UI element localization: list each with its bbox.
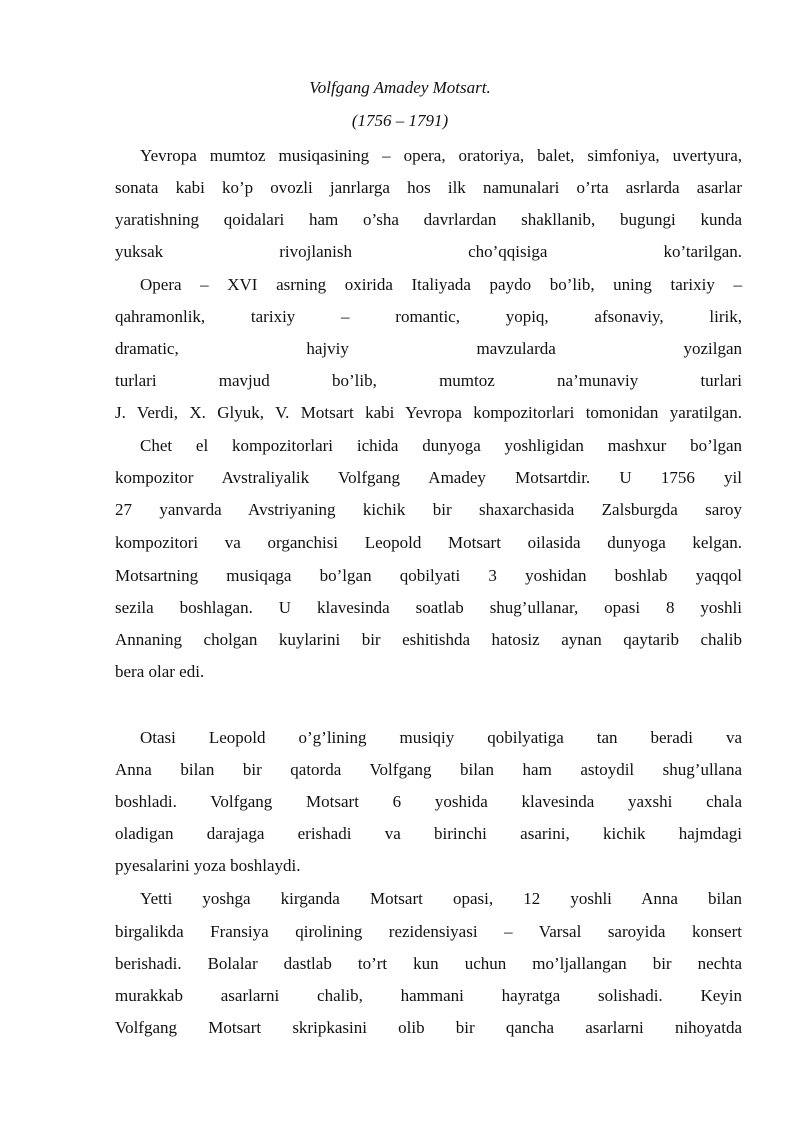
paragraph-line: J. Verdi, X. Glyuk, V. Motsart kabi Yevropa kompozitorlari tomonidan yaratilgan. [115, 403, 742, 422]
paragraph-line: qahramonlik, tarixiy – romantic, yopiq, afsonaviy, lirik, [115, 307, 742, 326]
paragraph-line: Motsartning musiqaga bo’lgan qobilyati 3 yoshidan boshlab yaqqol [115, 566, 742, 585]
paragraph-line: birgalikda Fransiya qirolining rezidensiyasi – Varsal saroyida konsert [115, 922, 742, 941]
paragraph-line: kompozitori va organchisi Leopold Motsart oilasida dunyoga kelgan. [115, 533, 742, 552]
paragraph-line: yaratishning qoidalari ham o’sha davrlardan shakllanib, bugungi kunda [115, 210, 742, 229]
paragraph-line: bera olar edi. [115, 662, 205, 681]
paragraph-line: Yetti yoshga kirganda Motsart opasi, 12 yoshli Anna bilan [140, 889, 742, 908]
paragraph-line: oladigan darajaga erishadi va birinchi asarini, kichik hajmdagi [115, 824, 742, 843]
paragraph-line: pyesalarini yoza boshlaydi. [115, 856, 301, 875]
paragraph-line: Otasi Leopold o’g’lining musiqiy qobilyatiga tan beradi va [140, 728, 742, 747]
document-dates: (1756 – 1791) [351, 111, 449, 130]
paragraph-line: Chet el kompozitorlari ichida dunyoga yoshligidan mashxur bo’lgan [140, 436, 742, 455]
paragraph-line: Volfgang Motsart skripkasini olib bir qancha asarlarni nihoyatda [115, 1018, 742, 1037]
paragraph-line: Annaning cholgan kuylarini bir eshitishda hatosiz aynan qaytarib chalib [115, 630, 742, 649]
paragraph-line: murakkab asarlarni chalib, hammani hayratga solishadi. Keyin [115, 986, 742, 1005]
paragraph-line: dramatic, hajviy mavzularda yozilgan [115, 339, 742, 358]
paragraph-line: Anna bilan bir qatorda Volfgang bilan ham astoydil shug’ullana [115, 760, 742, 779]
paragraph-line: Yevropa mumtoz musiqasining – opera, oratoriya, balet, simfoniya, uvertyura, [140, 146, 742, 165]
paragraph-line: boshladi. Volfgang Motsart 6 yoshida klavesinda yaxshi chala [115, 792, 742, 811]
paragraph-line: kompozitor Avstraliyalik Volfgang Amadey Motsartdir. U 1756 yil [115, 468, 742, 487]
paragraph-line: sonata kabi ko’p ovozli janrlarga hos ilk namunalari o’rta asrlarda asarlar [115, 178, 742, 197]
paragraph-line: berishadi. Bolalar dastlab to’rt kun uchun mo’ljallangan bir nechta [115, 954, 742, 973]
paragraph-line: turlari mavjud bo’lib, mumtoz na’munaviy turlari [115, 371, 742, 390]
paragraph-line: sezila boshlagan. U klavesinda soatlab shug’ullanar, opasi 8 yoshli [115, 598, 742, 617]
paragraph-line: 27 yanvarda Avstriyaning kichik bir shaxarchasida Zalsburgda saroy [115, 500, 742, 519]
paragraph-line: yuksak rivojlanish cho’qqisiga ko’tarilgan. [115, 242, 742, 261]
document-title: Volfgang Amadey Motsart. [309, 78, 491, 97]
paragraph-line: Opera – XVI asrning oxirida Italiyada paydo bo’lib, uning tarixiy – [140, 275, 742, 294]
